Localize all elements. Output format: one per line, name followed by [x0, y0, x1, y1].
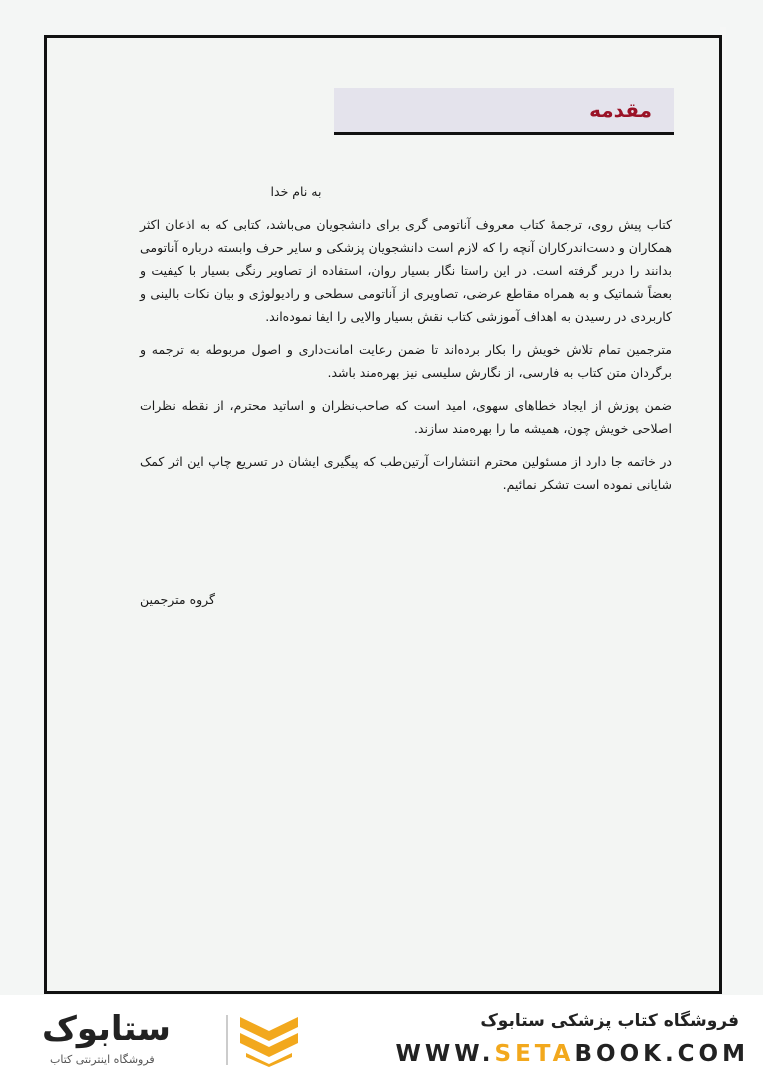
store-url[interactable] [396, 1041, 749, 1067]
book-stack-icon [238, 1011, 300, 1067]
store-name: فروشگاه کتاب پزشکی ستابوک [480, 1011, 739, 1031]
paragraph-2: مترجمین تمام تلاش خویش را بکار برده‌اند تا ضمن رعایت امانت‌داری و اصول مربوطه به ترجمه و برگردان متن کتاب به فارسی، از نگارش سلیسی نیز بهره‌مند باشد. [140, 342, 672, 380]
paragraph-3: ضمن پوزش از ایجاد خطاهای سهوی، امید است که صاحب‌نظران و اساتید محترم، از نقطه نظرات اصلاحی خویش چون، همیشه ما را بهره‌مند سازند. [140, 398, 672, 436]
signature: گروه مترجمین [140, 592, 216, 607]
store-logo[interactable] [28, 1009, 298, 1069]
page-frame [44, 35, 722, 994]
logo-divider [226, 1015, 228, 1065]
paragraph-1: کتاب پیش روی، ترجمهٔ کتاب معروف آناتومی گری برای دانشجویان می‌باشد، کتابی که به اذعان اکثر همکاران و دست‌اندرکاران آنچه را که لازم است دانشجویان پزشکی و سایر حرف وابسته درباره آناتومی بدانند را دربر گرفته است. در این راستا نگار بسیار روان، استفاده از تصاویر رنگی بسیار با کیفیت و بعضاً شماتیک و به همراه مقاطع عرضی، تصاویری از آناتومی سطحی و رادیولوژی و بیان نکات بالینی و کاربردی در رسیدن به اهداف آموزشی کتاب نقش بسیار والایی را ایفا نموده‌اند. [140, 217, 672, 324]
page-title: مقدمه [589, 98, 652, 122]
footer-banner [0, 995, 763, 1080]
url-suffix: BOOK.COM [574, 1041, 749, 1067]
logo-text: ستابوک [42, 1009, 171, 1049]
bismillah: به نام خدا [270, 184, 322, 199]
title-box [334, 88, 674, 135]
document-body [140, 180, 672, 506]
url-accent: SETA [494, 1041, 575, 1067]
paragraph-4: در خاتمه جا دارد از مسئولین محترم انتشارات آرتین‌طب که پیگیری ایشان در تسریع چاپ این اثر کمک شایانی نموده است تشکر نمائیم. [140, 454, 672, 492]
url-prefix: WWW. [395, 1041, 495, 1067]
logo-subtitle: فروشگاه اینترنتی کتاب [50, 1053, 155, 1066]
